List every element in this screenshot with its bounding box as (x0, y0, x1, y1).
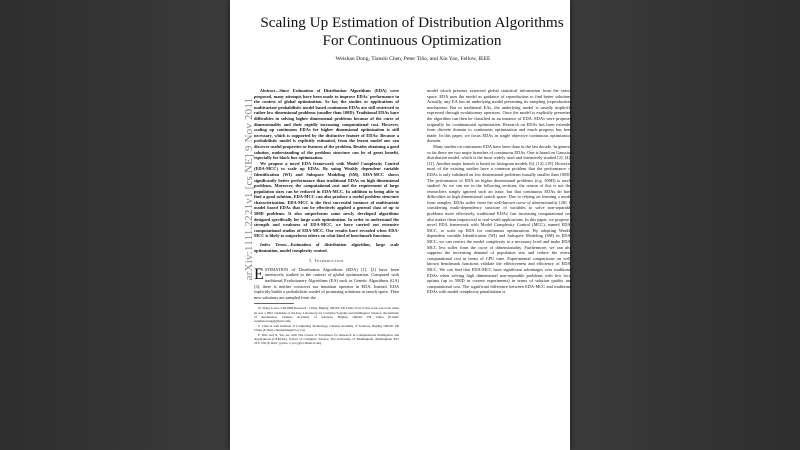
footnote-3: P. Tiňo and X. Yao are with The Centre of Excellence for Research in Computational Intelligence and Applications (CERCIA), School of Computer Science, The University of Birmingham, Birmingham B15 2TT, UK (E-mail: {p.tino, x.yao}@cs.bham.ac.uk). (254, 332, 399, 345)
intro-paragraph (254, 267, 399, 301)
right-paragraph-1: model which presents extracted global statistical information from the search space. EDA uses the model as guidance of reproduction to find better solutions. Actually, any EA has an underlying model presenting its sampling (reproduction) mechanism. But in traditional EAs, the underlying model is usually implicitly expressed through evolutionary operators. Once the model is explicitly presented, the algorithm can then be classified as an instance of EDA. EDAs were proposed originally for combinatorial optimization. Research on EDAs has been extended from discrete domain to continuous optimization and much progress has been made. In this paper, we focus EDAs in single objective continuous optimization domain. (427, 88, 572, 144)
right-column (427, 88, 572, 295)
right-paragraph-2 (427, 144, 572, 295)
section-heading-introduction: I. Introduction (309, 258, 344, 264)
abstract-text: —Since Estimation of Distribution Algorithms (EDA) were proposed, many attempts have been made to improve EDAs' performance in the context of global optimization. So far, the studies or applications of multivariate probabilistic model based continuous EDAs are still restricted to rather low dimensional problems (smaller than 100D). Traditional EDAs have difficulties in solving higher dimensional problems because of the curse of dimensionality and their rapidly increasing computational cost. However, scaling up continuous EDAs for higher dimensional optimization is still necessary, which is supported by the distinctive feature of EDAs: Because a probabilistic model is explicitly estimated, from the learnt model one can discover useful properties or features of the problem. Besides obtaining a good solution, understanding of the problem structure can be of great benefit, especially for black box optimization. (254, 88, 399, 161)
right-paragraph-2b: [20]. If considering multi-dependency structure of variables to solve non-separable problems more effectively, traditional EDAs' fast increasing computational cost also makes them impractical to real-world applications. In this paper, we propose a novel EDA framework with Model Complexity Control (MCC), named EDA-MCC, to scale up EDA for continuous optimization. By adopting Weakly dependent variable Identification (WI) and Subspace Modeling (SM) in EDA-MCC, we can restrict the model complexity to a necessary level and make EDA-MCC less suffer from the curse of dimensionality. Furthermore, we can also suppress the increasing demand of population size and reduce the overall computational cost in terms of CPU time. Experimental comparisons on well-known benchmark functions validate the effectiveness and efficiency of EDA-MCC. We can find that EDA-MCC have significant advantages over traditional EDAs when solving high dimensional non-separable problems with few local optima (up to 500D in current experiments) in terms of solution quality and computational cost. The significant difference between EDA-MCC and traditional EDAs with model complexity penalization is (427, 199, 572, 295)
footnote-1: W. Dong is now with IBM Research - China, Beijing 100193, PR China. Part of this work was done when he was a PhD candidate of the Key Laboratory for Complex Systems and Intelligence Science, the Institute of Automation, Chinese Academy of Sciences, Beijing 100190, PR China (E-mail: weishan.dong@gmail.com). (254, 306, 399, 323)
index-terms (254, 242, 399, 253)
paper-title: Scaling Up Estimation of Distribution Algorithms For Continuous Optimization (260, 14, 564, 49)
abstract (254, 88, 399, 161)
dropcap: E (254, 265, 264, 283)
abstract-lead: Abstract (260, 88, 275, 93)
right-paragraph-2a: Many studies on continuous EDA have been done in the last decade. In general, so far there are two major branches of continuous EDAs. One is based on Gaussian distribution model, which is the most widely used and intensively studied [2], [4]–[11]. Another major branch is based on histogram models [6], [12]–[19]. However, most of the existing studies have a common problem that the performance of EDAs is only validated on low dimensional problems (usually smaller than 100D). The performance of EDA on higher dimensional problems (e.g. 500D) is rarely studied. As we can see in the following sections, the reason of this is not that researchers simply ignored such an issue, but that continuous EDAs do have difficulties in high dimensional search space. Due to relying on learning a model from samples, EDAs suffer from the well-known (427, 143, 572, 205)
arxiv-stamp: arXiv:1111.2221v1 [cs.NE] 9 Nov 2011 (243, 97, 255, 281)
abstract-text-2: We propose a novel EDA framework with Model Complexity Control (EDA-MCC) to scale up EDAs. By using Weakly dependent variable Identification (WI) and Subspace Modeling (SM), EDA-MCC shows significantly better performance than traditional EDAs on high dimensional problems. Moreover, the computational cost and the requirement of large population sizes can be reduced in EDA-MCC. In addition to being able to find a good solution, EDA-MCC can also produce a useful problem structure characterization. EDA-MCC is the first successful instance of multivariate model based EDAs that can be effectively applied a general class of up to 500D problems. It also outperforms some newly developed algorithms designed specifically for large scale optimization. In order to understand the strength and weakness of EDA-MCC, we have carried out extensive computational studies of EDA-MCC. Our results have revealed when EDA-MCC is likely to outperform others on what kind of benchmark functions. (254, 160, 399, 239)
index-terms-lead: Index Terms (260, 242, 287, 248)
paper-authors: Weishan Dong, Tianshi Chen, Peter Tiňo, and Xin Yao, Fellow, IEEE (335, 56, 491, 62)
curse-of-dimensionality-emphasis: curse of dimensionality (516, 199, 558, 205)
footnote-2: T. Chen is with Institute of Computing Technology, Chinese Academy of Sciences, Beijing 100190, PR China (E-mail: chentianshi@ict.ac.cn). (254, 323, 399, 332)
left-column (254, 88, 399, 346)
footnote-rule (254, 303, 294, 304)
intro-text: STIMATION of Distribution Algorithms (EDA) [1], [2] have been intensively studied in the context of global optimization. Compared with traditional Evolutionary Algorithms (EA) such as Genetic Algorithms (GA) [3], there is neither crossover nor mutation operator in EDA. Instead, EDA explicitly builds a probabilistic model of promising solutions in search space. Then new solutions are sampled from the (254, 266, 399, 300)
index-terms-text: —Estimation of distribution algorithm, large scale optimization, model complexity control. (254, 242, 400, 253)
pdf-page[interactable] (230, 0, 570, 450)
footnotes (254, 306, 399, 345)
